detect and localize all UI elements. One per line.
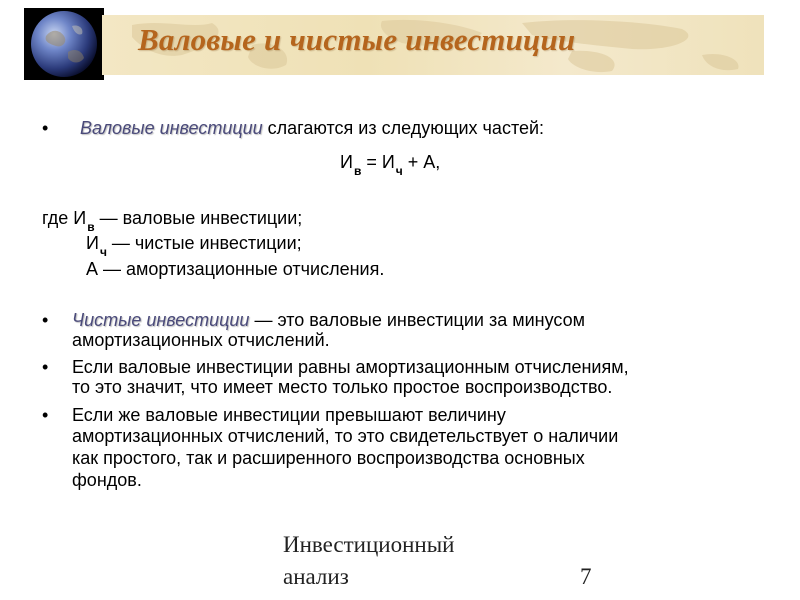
extended-reproduction-line-1: Если же валовые инвестиции превышают величину xyxy=(72,405,506,425)
footer-course-subtitle: анализ xyxy=(283,564,349,589)
definition-gross-sub: в xyxy=(87,220,95,234)
definition-amortization: А — амортизационные отчисления. xyxy=(86,259,385,279)
globe-logo xyxy=(24,8,104,80)
net-investment-line-1 xyxy=(72,310,585,330)
formula-lhs-sub: в xyxy=(353,164,362,178)
definition-gross-text: — валовые инвестиции; xyxy=(94,208,303,228)
page-title: Валовые и чистые инвестиции xyxy=(138,22,576,57)
page-number: 7 xyxy=(580,564,592,589)
extended-reproduction-line-3: как простого, так и расширенного воспроизводства основных xyxy=(72,448,585,468)
definition-gde: где И xyxy=(42,208,87,228)
bullet-marker: • xyxy=(42,310,49,330)
definition-gross xyxy=(42,208,303,234)
bullet-marker: • xyxy=(42,357,49,377)
bullet-marker: • xyxy=(42,118,49,138)
intro-line xyxy=(80,118,544,138)
gross-investment-term: Валовые инвестиции xyxy=(80,118,263,138)
bullet-marker: • xyxy=(42,405,49,425)
formula-eq: = И xyxy=(361,152,395,172)
extended-reproduction-line-4: фондов. xyxy=(72,470,142,490)
net-investment-term: Чистые инвестиции xyxy=(72,310,250,330)
formula xyxy=(340,152,441,178)
intro-text: слагаются из следующих частей: xyxy=(262,118,545,138)
definition-net xyxy=(86,233,302,259)
footer-course-title: Инвестиционный xyxy=(283,532,455,557)
net-investment-text: — это валовые инвестиции за минусом xyxy=(249,310,585,330)
formula-tail: + А, xyxy=(402,152,441,172)
definition-net-sub: ч xyxy=(99,245,107,259)
globe-icon xyxy=(28,8,100,80)
extended-reproduction-line-2: амортизационных отчислений, то это свидетельствует о наличии xyxy=(72,426,619,446)
definition-net-text: — чистые инвестиции; xyxy=(106,233,302,253)
simple-reproduction-line-1: Если валовые инвестиции равны амортизационным отчислениям, xyxy=(72,357,629,377)
formula-rhs-sub: ч xyxy=(395,164,403,178)
definition-net-letter: И xyxy=(86,233,99,253)
formula-lhs: И xyxy=(340,152,353,172)
simple-reproduction-line-2: то это значит, что имеет место только простое воспроизводство. xyxy=(72,377,613,397)
net-investment-line-2: амортизационных отчислений. xyxy=(72,330,330,350)
